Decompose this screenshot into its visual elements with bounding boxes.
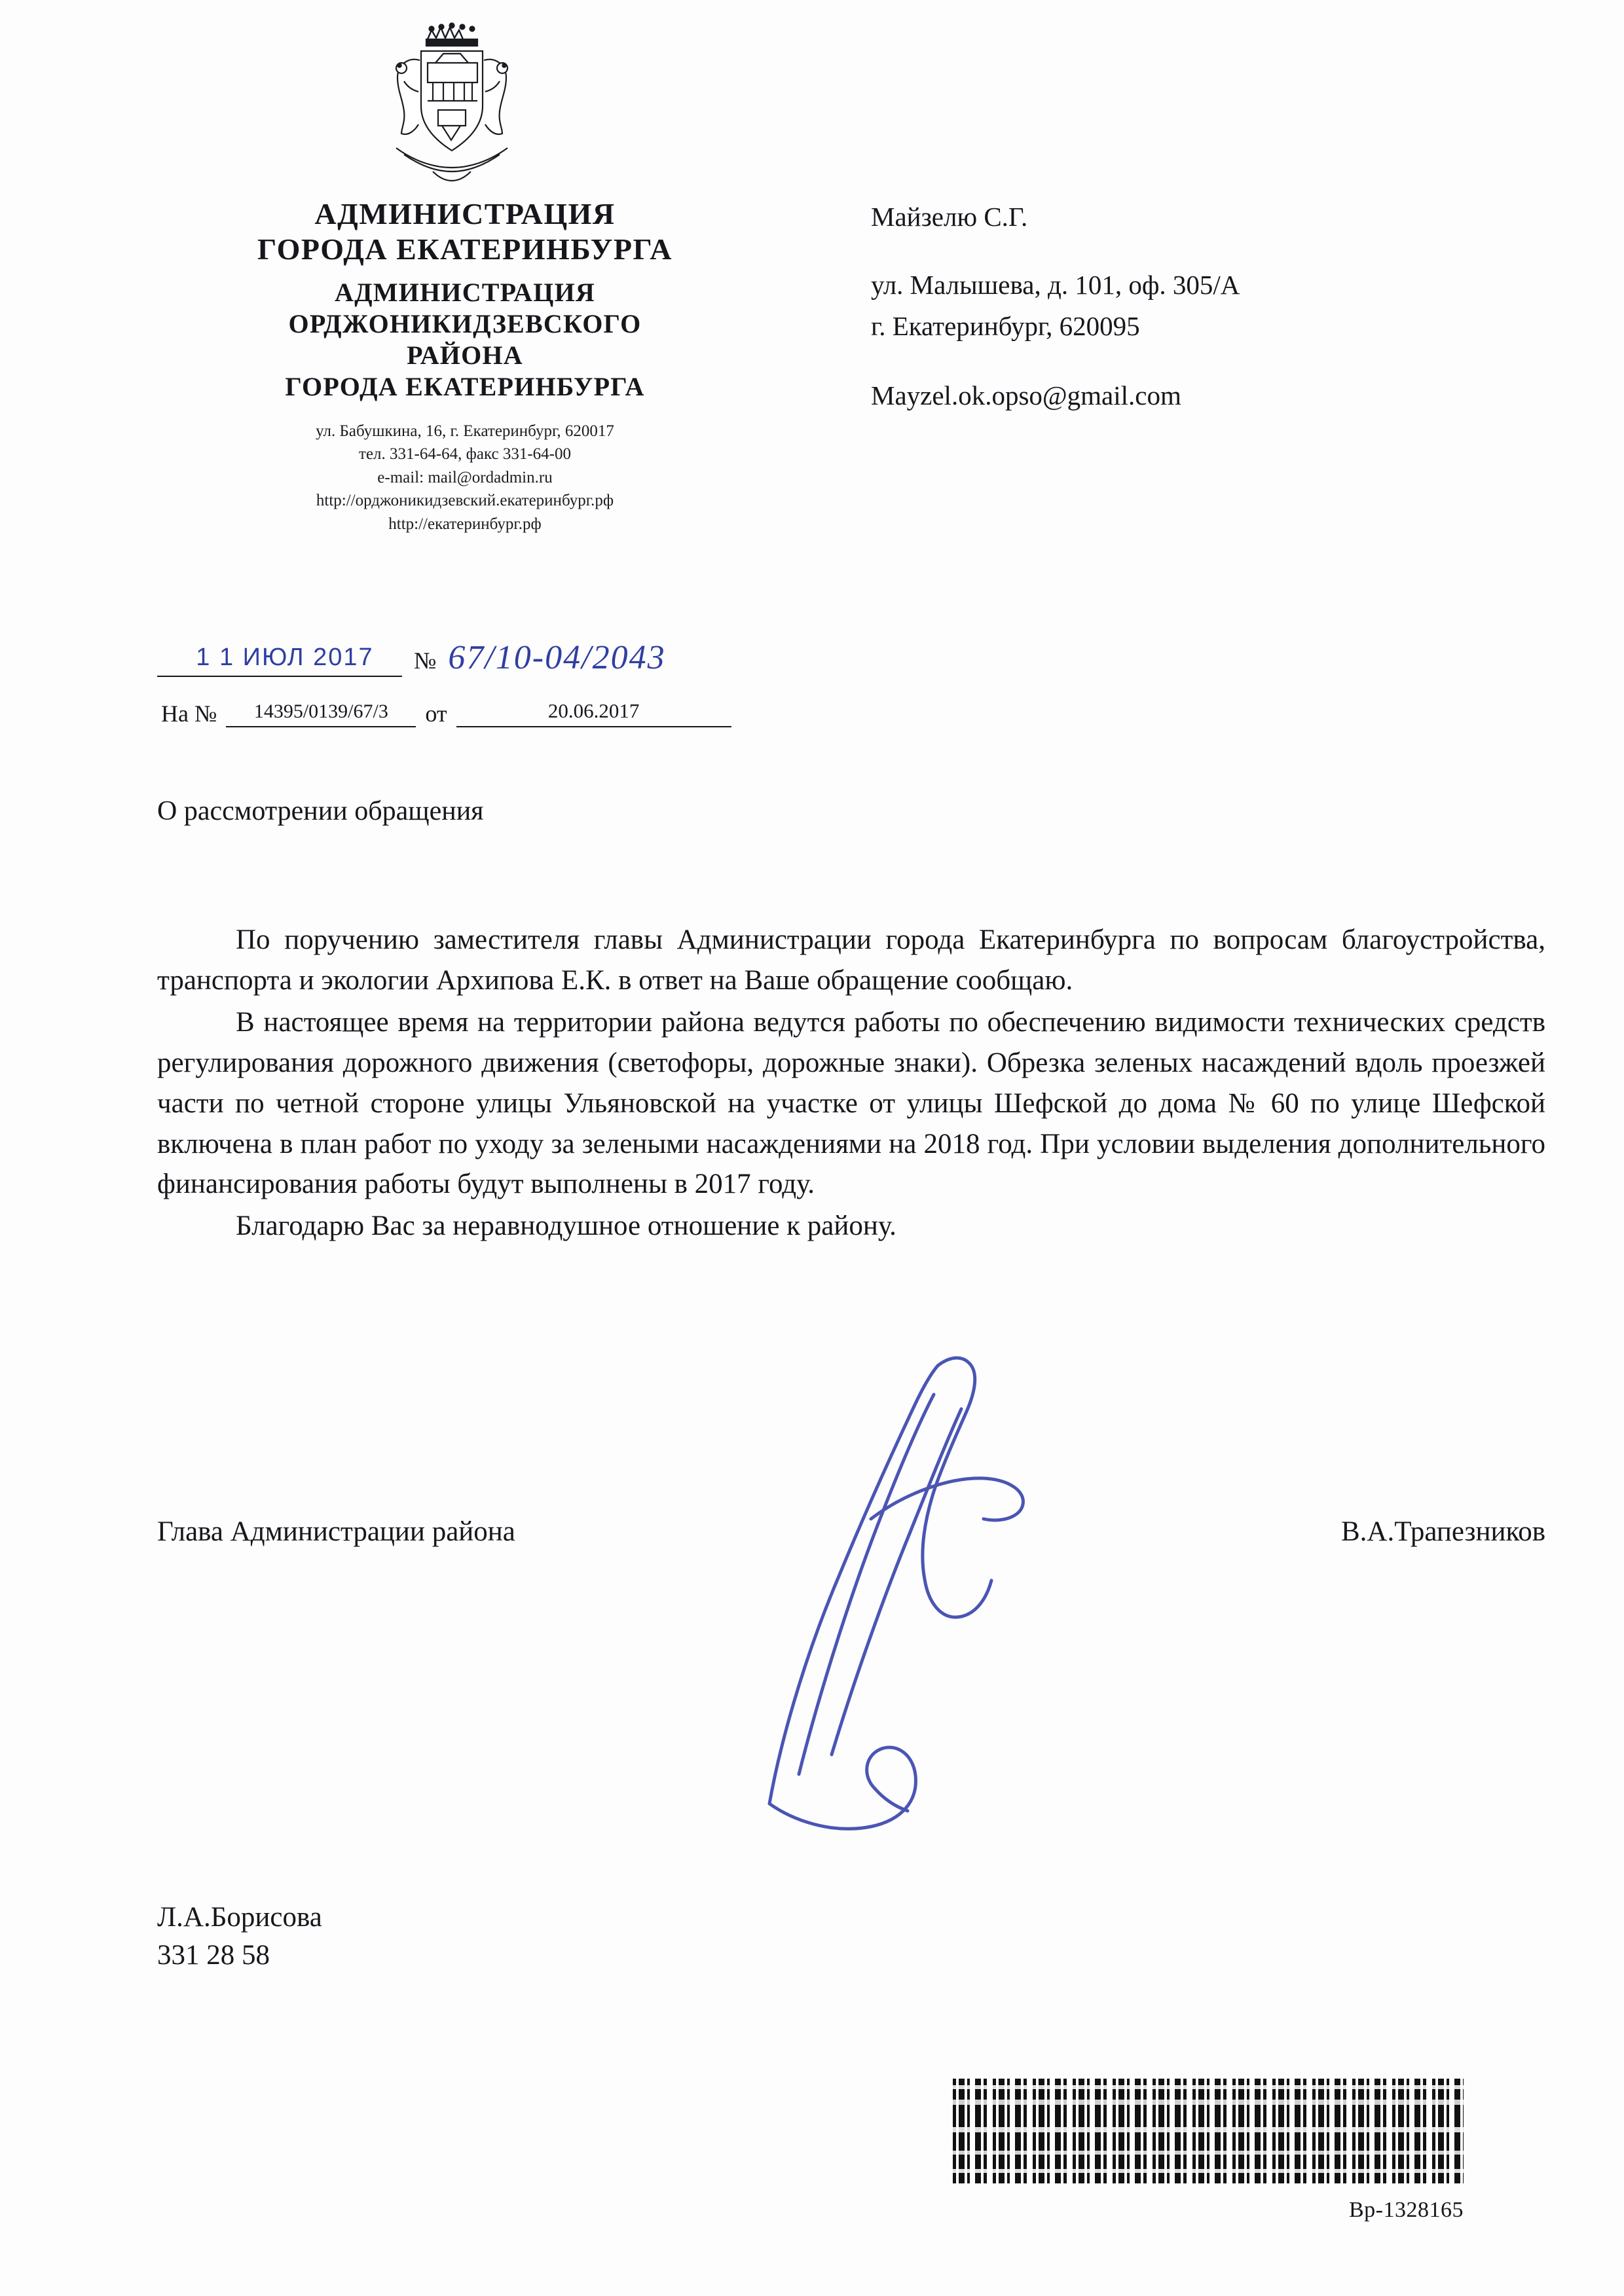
signature-row xyxy=(157,1516,1545,1548)
org-name-line-5: РАЙОНА xyxy=(407,340,523,370)
letter-subject: О рассмотрении обращения xyxy=(157,796,484,826)
incoming-number-label: На № xyxy=(161,701,217,727)
barcode-image xyxy=(953,2079,1464,2183)
registration-date-stamp: 1 1 ИЮЛ 2017 xyxy=(157,644,402,677)
incoming-date-label: от xyxy=(425,701,447,727)
signer-position: Глава Администрации района xyxy=(157,1516,515,1547)
org-name-line-6: ГОРОДА ЕКАТЕРИНБУРГА xyxy=(285,371,645,401)
incoming-date-value: 20.06.2017 xyxy=(456,699,731,727)
executor-name: Л.А.Борисова xyxy=(157,1902,322,1933)
org-website-city: http://екатеринбург.рф xyxy=(388,515,542,533)
org-phone: тел. 331-64-64, факс 331-64-00 xyxy=(359,445,571,464)
addressee-address-line-1: ул. Малышева, д. 101, оф. 305/А xyxy=(871,269,1240,300)
spacer xyxy=(871,238,1539,264)
registration-number-label: № xyxy=(414,647,437,674)
org-name-line-2: ГОРОДА ЕКАТЕРИНБУРГА xyxy=(257,232,673,266)
addressee-address-line-2: г. Екатеринбург, 620095 xyxy=(871,311,1140,342)
org-email: e-mail: mail@ordadmin.ru xyxy=(377,468,553,486)
letter-body xyxy=(157,920,1545,1248)
body-paragraph-2: В настоящее время на территории района ведутся работы по обеспечению видимости технических средств регулирования дорожного движения (светофоры, дорожные знаки). Обрезка зеленых насаждений вдоль проезжей части по четной стороне улицы Ульяновской на участке от улицы Шефской до дома № 60 по улице Шефской включена в план работ по уходу за зелеными насаждениями на 2018 год. При условии выделения дополнительного финансирования работы будут выполнены в 2017 году. xyxy=(157,1006,1545,1200)
registration-block xyxy=(157,638,930,727)
addressee-email: Mayzel.ok.opso@gmail.com xyxy=(871,380,1181,410)
addressee-name: Майзелю С.Г. xyxy=(871,202,1028,232)
coat-of-arms-icon xyxy=(370,20,534,193)
addressee-block xyxy=(871,196,1539,416)
executor-phone: 331 28 58 xyxy=(157,1940,270,1971)
barcode-label: Вр-1328165 xyxy=(1349,2198,1464,2222)
org-website-district: http://орджоникидзевский.екатеринбург.рф xyxy=(316,492,614,510)
org-name-line-1: АДМИНИСТРАЦИЯ xyxy=(314,197,616,230)
org-address: ул. Бабушкина, 16, г. Екатеринбург, 620017 xyxy=(316,422,614,440)
org-name-line-4: ОРДЖОНИКИДЗЕВСКОГО xyxy=(288,308,642,338)
org-name-line-3: АДМИНИСТРАЦИЯ xyxy=(335,277,595,307)
executor-block xyxy=(157,1899,322,1975)
incoming-number-value: 14395/0139/67/3 xyxy=(226,701,416,727)
letterhead xyxy=(138,196,792,536)
body-paragraph-1: По поручению заместителя главы Администрации города Екатеринбурга по вопросам благоустройства, транспорта и экологии Архипова Е.К. в ответ на Ваше обращение сообщаю. xyxy=(157,924,1545,996)
signer-name: В.А.Трапезников xyxy=(1340,1516,1545,1547)
body-paragraph-3: Благодарю Вас за неравнодушное отношение к району. xyxy=(236,1211,896,1242)
barcode-block xyxy=(953,2079,1464,2223)
handwritten-signature xyxy=(753,1322,1094,1846)
registration-number-value: 67/10-04/2043 xyxy=(448,639,666,676)
